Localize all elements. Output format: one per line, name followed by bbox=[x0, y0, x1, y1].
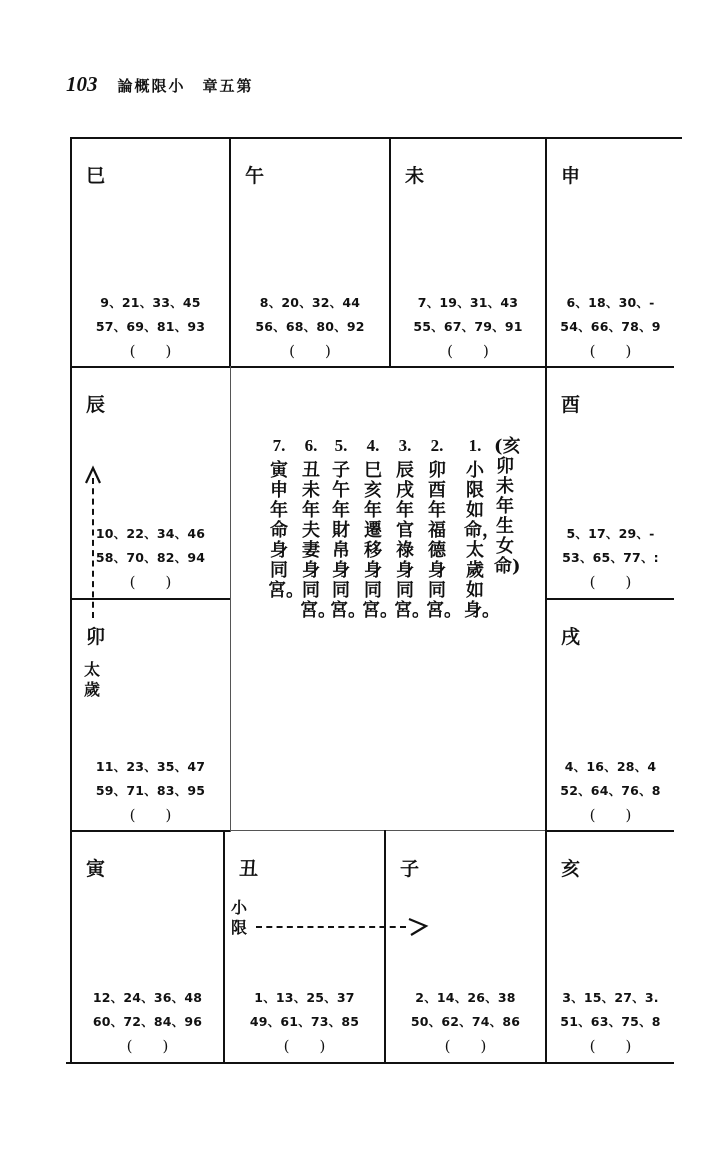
palace-xu bbox=[547, 600, 674, 830]
col1-right-mid bbox=[230, 366, 231, 832]
palace-parens: ( ) bbox=[129, 342, 172, 360]
palace-parens: ( ) bbox=[589, 806, 632, 824]
branch-label: 未 bbox=[405, 165, 425, 187]
rule-number: 5. bbox=[334, 436, 348, 455]
palace-yin bbox=[72, 832, 223, 1062]
palace-wei bbox=[391, 139, 545, 366]
age-numbers-1: 4、16、28、4 bbox=[564, 759, 657, 774]
branch-label: 亥 bbox=[561, 858, 581, 880]
branch-label: 酉 bbox=[561, 394, 581, 416]
age-numbers-2: 50、62、74、86 bbox=[410, 1014, 521, 1029]
palace-parens: ( ) bbox=[589, 573, 632, 591]
age-numbers-1: 8、20、32、44 bbox=[259, 295, 361, 310]
palace-parens: ( ) bbox=[589, 1037, 632, 1055]
age-numbers-2: 53、65、77、: bbox=[562, 550, 659, 565]
age-numbers-2: 51、63、75、8 bbox=[560, 1014, 661, 1029]
age-numbers-1: 5、17、29、- bbox=[566, 526, 655, 541]
branch-label: 午 bbox=[245, 165, 265, 187]
palace-parens: ( ) bbox=[283, 1037, 326, 1055]
rule-text: 丑未年夫妻身同宮。 bbox=[300, 460, 336, 621]
rule-1 bbox=[464, 436, 500, 621]
arrow-up-icon bbox=[83, 465, 103, 487]
rule-7 bbox=[268, 436, 304, 601]
age-numbers-1: 11、23、35、47 bbox=[95, 759, 206, 774]
arrow-right-icon bbox=[406, 916, 430, 938]
age-numbers-1: 9、21、33、45 bbox=[100, 295, 201, 310]
palace-shen bbox=[547, 139, 674, 366]
age-numbers-1: 10、22、34、46 bbox=[95, 526, 206, 541]
rule-text: 寅申年命身同宮。 bbox=[268, 460, 304, 601]
age-numbers-2: 59、71、83、95 bbox=[95, 783, 206, 798]
age-numbers-2: 55、67、79、91 bbox=[413, 319, 523, 334]
rule-number: 2. bbox=[430, 436, 444, 455]
row3-top-middle bbox=[230, 830, 546, 831]
age-numbers-1: 7、19、31、43 bbox=[417, 295, 519, 310]
palace-you bbox=[547, 368, 674, 598]
palace-parens: ( ) bbox=[444, 1037, 487, 1055]
rule-2 bbox=[426, 436, 462, 621]
center-heading: (亥卯未年生女命) bbox=[494, 436, 521, 577]
palace-hai bbox=[547, 832, 674, 1062]
rule-number: 7. bbox=[272, 436, 286, 455]
palace-wu bbox=[231, 139, 389, 366]
age-numbers-1: 1、13、25、37 bbox=[254, 990, 355, 1005]
rule-number: 6. bbox=[304, 436, 318, 455]
palace-zi bbox=[386, 832, 545, 1062]
xiao-xian-dashed-line bbox=[256, 926, 406, 928]
age-numbers-2: 49、61、73、85 bbox=[249, 1014, 360, 1029]
age-numbers-2: 57、69、81、93 bbox=[95, 319, 206, 334]
chart-bottom-border bbox=[66, 1062, 674, 1064]
age-numbers-2: 60、72、84、96 bbox=[92, 1014, 203, 1029]
branch-label: 子 bbox=[400, 858, 420, 880]
branch-label: 辰 bbox=[86, 394, 106, 416]
rule-4 bbox=[362, 436, 398, 621]
age-numbers-1: 3、15、27、3. bbox=[562, 990, 659, 1005]
branch-label: 卯 bbox=[86, 626, 106, 648]
rule-number: 3. bbox=[398, 436, 412, 455]
age-numbers-2: 52、64、76、8 bbox=[560, 783, 661, 798]
palace-parens: ( ) bbox=[129, 806, 172, 824]
palace-parens: ( ) bbox=[129, 573, 172, 591]
palace-si bbox=[72, 139, 229, 366]
age-numbers-1: 12、24、36、48 bbox=[92, 990, 203, 1005]
branch-label: 寅 bbox=[86, 858, 106, 880]
branch-label: 丑 bbox=[239, 858, 259, 880]
branch-label: 戌 bbox=[561, 626, 581, 648]
rule-number: 1. bbox=[468, 436, 482, 455]
age-numbers-1: 2、14、26、38 bbox=[415, 990, 516, 1005]
branch-label: 巳 bbox=[86, 165, 106, 187]
age-numbers-2: 54、66、78、9 bbox=[560, 319, 661, 334]
branch-label: 申 bbox=[561, 165, 581, 187]
tai-sui-dashed-line bbox=[92, 478, 94, 618]
page-number: 103 bbox=[66, 72, 98, 96]
age-numbers-1: 6、18、30、- bbox=[566, 295, 655, 310]
rule-text: 辰戌年官祿身同宮。 bbox=[394, 460, 430, 621]
rule-3 bbox=[394, 436, 430, 621]
palace-parens: ( ) bbox=[589, 342, 632, 360]
rule-text: 子午年財帛身同宮。 bbox=[330, 460, 366, 621]
rule-text: 小限如命，太歲如身。 bbox=[464, 460, 500, 621]
xiao-xian-label: 小限 bbox=[231, 898, 248, 937]
palace-parens: ( ) bbox=[289, 342, 331, 360]
rule-number: 4. bbox=[366, 436, 380, 455]
tai-sui-label: 太歲 bbox=[84, 660, 101, 699]
palace-mao bbox=[72, 600, 229, 830]
rule-5 bbox=[330, 436, 366, 621]
rule-text: 巳亥年遷移身同宮。 bbox=[362, 460, 398, 621]
chapter-title: 論概限小 章五第 bbox=[117, 77, 254, 95]
age-numbers-2: 56、68、80、92 bbox=[255, 319, 365, 334]
palace-chou bbox=[225, 832, 384, 1062]
rule-text: 卯酉年福德身同宮。 bbox=[426, 460, 462, 621]
palace-parens: ( ) bbox=[447, 342, 489, 360]
age-numbers-2: 58、70、82、94 bbox=[95, 550, 206, 565]
palace-parens: ( ) bbox=[126, 1037, 169, 1055]
